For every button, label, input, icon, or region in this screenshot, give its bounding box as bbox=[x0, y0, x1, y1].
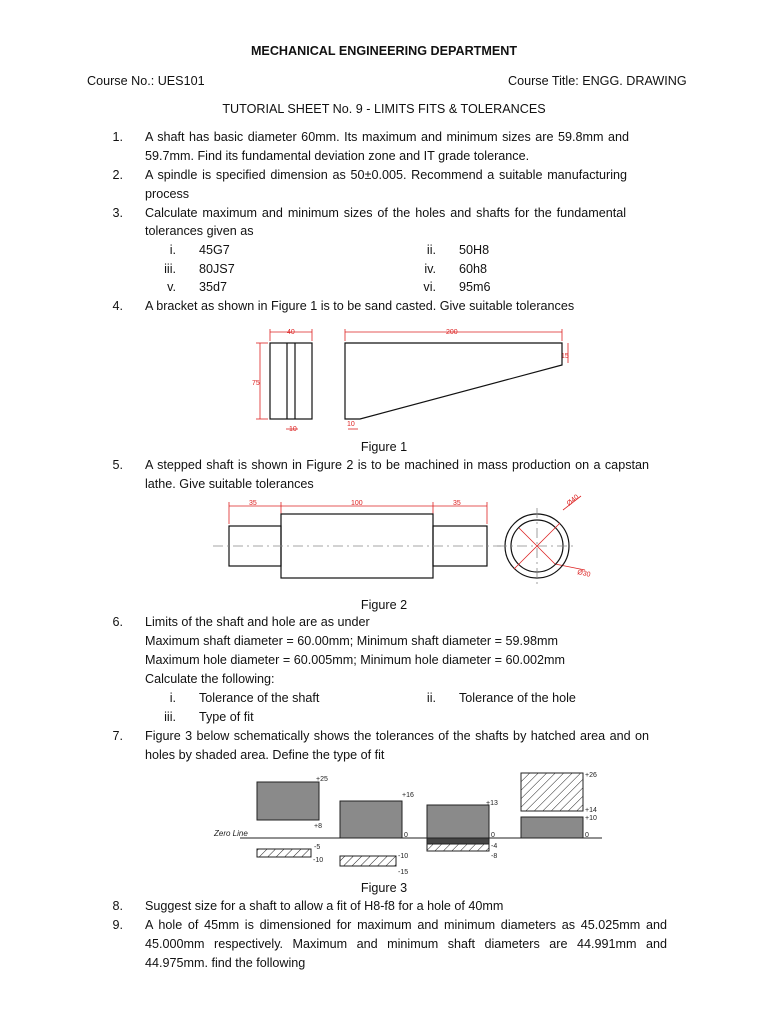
sub-item-marker: v. bbox=[167, 280, 176, 294]
sub-item-text: Tolerance of the shaft bbox=[199, 691, 320, 705]
figure-1-caption: Figure 1 bbox=[360, 440, 408, 454]
zone-label: -15 bbox=[398, 869, 409, 876]
question-number: 4. bbox=[112, 299, 123, 313]
tolerance-designation: 45G7 bbox=[199, 243, 230, 257]
question-number: 3. bbox=[112, 206, 123, 220]
zone-label: +8 bbox=[314, 823, 322, 830]
question-9-line: 45.000mm respectively. Maximum and minimum shaft diameters are 44.991mm and bbox=[145, 937, 667, 951]
question-1-line: 59.7mm. Find its fundamental deviation zone and IT grade tolerance. bbox=[145, 149, 530, 163]
zone-label: +16 bbox=[402, 792, 414, 799]
question-number: 1. bbox=[112, 130, 123, 144]
sub-item-marker: ii. bbox=[426, 691, 436, 705]
figure-1-dimension: 10 bbox=[347, 421, 355, 428]
course-title: Course Title: ENGG. DRAWING bbox=[508, 74, 687, 88]
question-number: 7. bbox=[112, 729, 123, 743]
question-number: 8. bbox=[112, 899, 123, 913]
zone-label: +14 bbox=[585, 807, 597, 814]
question-number: 5. bbox=[112, 458, 123, 472]
sub-item-marker: iv. bbox=[424, 262, 436, 276]
question-2-line: process bbox=[145, 187, 190, 201]
zone-label: +25 bbox=[316, 776, 328, 783]
question-5-line: A stepped shaft is shown in Figure 2 is to be machined in mass production on a capstan bbox=[145, 458, 649, 472]
figure-2-dimension: 35 bbox=[453, 500, 461, 507]
figure-1-dimension: 200 bbox=[446, 329, 458, 336]
question-7-line: Figure 3 below schematically shows the tolerances of the shafts by hatched area and on bbox=[145, 729, 649, 743]
sub-item-marker: i. bbox=[169, 243, 176, 257]
course-number: Course No.: UES101 bbox=[87, 74, 205, 88]
tolerance-designation: 50H8 bbox=[459, 243, 490, 257]
zone-label: 0 bbox=[404, 832, 408, 839]
zone-label: -10 bbox=[313, 857, 324, 864]
zone-label: 0 bbox=[585, 832, 589, 839]
sub-item-marker: iii. bbox=[164, 262, 176, 276]
figure-3-caption: Figure 3 bbox=[360, 881, 408, 895]
sub-item-marker: ii. bbox=[426, 243, 436, 257]
question-8-line: Suggest size for a shaft to allow a fit of H8-f8 for a hole of 40mm bbox=[145, 899, 504, 913]
question-2-line: A spindle is specified dimension as 50±0.005. Recommend a suitable manufacturing bbox=[145, 168, 627, 182]
figure-3-tolerance-zones-diagram bbox=[210, 770, 610, 878]
figure-1-bracket-drawing bbox=[250, 325, 580, 435]
zero-line-label: Zero Line bbox=[214, 829, 248, 838]
figure-2-dimension: 35 bbox=[249, 500, 257, 507]
zone-label: -10 bbox=[398, 853, 409, 860]
zone-label: -5 bbox=[314, 844, 321, 851]
question-9-line: 44.975mm. find the following bbox=[145, 956, 306, 970]
figure-1-dimension: 40 bbox=[287, 329, 295, 336]
question-5-line: lathe. Give suitable tolerances bbox=[145, 477, 314, 491]
zone-label: 0 bbox=[491, 832, 495, 839]
question-3-line: Calculate maximum and minimum sizes of the holes and shafts for the fundamental bbox=[145, 206, 626, 220]
figure-2-stepped-shaft-drawing bbox=[205, 493, 591, 594]
sub-item-text: Tolerance of the hole bbox=[459, 691, 576, 705]
question-number: 9. bbox=[112, 918, 123, 932]
zone-label: +13 bbox=[486, 800, 498, 807]
zone-label: -8 bbox=[491, 853, 498, 860]
tolerance-designation: 80JS7 bbox=[199, 262, 235, 276]
figure-2-caption: Figure 2 bbox=[360, 598, 408, 612]
question-6-line: Limits of the shaft and hole are as under bbox=[145, 615, 370, 629]
zone-label: +10 bbox=[585, 815, 597, 822]
question-7-line: holes by shaded area. Define the type of fit bbox=[145, 748, 385, 762]
sub-item-marker: i. bbox=[169, 691, 176, 705]
tolerance-designation: 95m6 bbox=[459, 280, 491, 294]
zone-label: +26 bbox=[585, 772, 597, 779]
sub-item-marker: iii. bbox=[164, 710, 176, 724]
sub-item-text: Type of fit bbox=[199, 710, 254, 724]
question-number: 2. bbox=[112, 168, 123, 182]
sub-item-marker: vi. bbox=[423, 280, 436, 294]
figure-1-dimension: 15 bbox=[561, 353, 569, 360]
question-4-line: A bracket as shown in Figure 1 is to be sand casted. Give suitable tolerances bbox=[145, 299, 575, 313]
question-3-line: tolerances given as bbox=[145, 224, 254, 238]
tolerance-designation: 60h8 bbox=[459, 262, 488, 276]
figure-1-dimension: 10 bbox=[289, 426, 297, 433]
question-1-line: A shaft has basic diameter 60mm. Its maximum and minimum sizes are 59.8mm and bbox=[145, 130, 629, 144]
figure-2-dimension: Ø40 bbox=[565, 493, 581, 508]
sheet-title: TUTORIAL SHEET No. 9 - LIMITS FITS & TOLERANCES bbox=[222, 102, 546, 116]
zone-label: -4 bbox=[491, 843, 498, 850]
tolerance-designation: 35d7 bbox=[199, 280, 228, 294]
figure-1-dimension: 75 bbox=[252, 380, 260, 387]
department-heading: MECHANICAL ENGINEERING DEPARTMENT bbox=[250, 44, 518, 58]
figure-2-dimension: 100 bbox=[351, 500, 363, 507]
question-6-line: Calculate the following: bbox=[145, 672, 275, 686]
question-6-line: Maximum hole diameter = 60.005mm; Minimum hole diameter = 60.002mm bbox=[145, 653, 565, 667]
question-6-line: Maximum shaft diameter = 60.00mm; Minimum shaft diameter = 59.98mm bbox=[145, 634, 558, 648]
figure-2-dimension: Ø30 bbox=[576, 569, 591, 579]
question-9-line: A hole of 45mm is dimensioned for maximum and minimum diameters as 45.025mm and bbox=[145, 918, 667, 932]
question-number: 6. bbox=[112, 615, 123, 629]
